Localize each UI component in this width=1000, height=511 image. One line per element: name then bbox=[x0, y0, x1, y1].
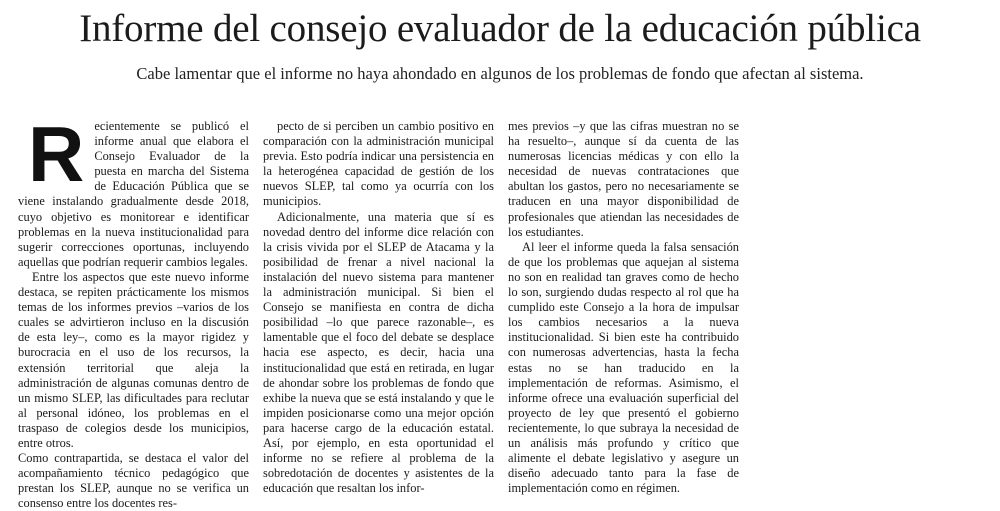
paragraph-5: Adicionalmente, una materia que sí es novedad dentro del informe dice relación con la crisis vivida por el SLEP de Atacama y la posibilidad de frenar a nivel nacional la instalación del nuevo sistema para mantener la administración municipal. Si bien el Consejo se manifiesta en contra de dicha posibilidad –lo que parece razonable–, es lamentable que el foco del debate se desplace hacia ese aspecto, es decir, hacia una institucionalidad que está en retirada, en lugar de ahondar sobre los problemas de fondo que exhibe la nueva que se está instalando y que le impiden posicionarse como una mejor opción para hacerse cargo de la educación estatal. Así, por ejemplo, en esta oportunidad el informe no se refiere al problema de la sobredotación de docentes y asistentes de la educación que resaltan los infor- bbox=[263, 209, 494, 496]
paragraph-4: pecto de si perciben un cambio positivo en comparación con la administración municipal previa. Esto podría indicar una persistencia en la heterogénea capacidad de gestión de los nuevos SLEP, tal como ya ocurría con los municipios. bbox=[263, 119, 494, 209]
paragraph-1 bbox=[18, 110, 249, 270]
article-body bbox=[18, 110, 984, 511]
paragraph-7: Al leer el informe queda la falsa sensación de que los problemas que aquejan al sistema no son en realidad tan graves como de hecho lo son, surgiendo dudas respecto al rol que ha cumplido este Consejo a la hora de impulsar los cambios necesarios a la nueva institucionalidad. Si bien este ha contribuido con numerosas advertencias, hasta la fecha estas no se han traducido en la implementación de reformas. Asimismo, el informe ofrece una evaluación superficial del proyecto de ley que presentó el gobierno recientemente, lo que subraya la necesidad de un análisis más profundo y crítico que alimente el debate legislativo y asegure un diseño adecuado tanto para la fase de implementación como en régimen. bbox=[508, 239, 739, 496]
drop-cap: R bbox=[28, 110, 85, 198]
column-3 bbox=[508, 119, 739, 496]
paragraph-2: Entre los aspectos que este nuevo informe destaca, se repiten prácticamente los mismos temas de los informes previos –varios de los cuales se advirtieron incluso en la discusión de esta ley–, como es la mayor rigidez y burocracia en el uso de los recursos, la extensión territorial que aleja la administración de algunas comunas dentro de un mismo SLEP, las dificultades para reclutar al personal idóneo, los problemas en el traspaso de colegios desde los municipios, entre otros. bbox=[18, 269, 249, 450]
subhead: Cabe lamentar que el informe no haya ahondado en algunos de los problemas de fondo que afectan al sistema. bbox=[136, 64, 864, 83]
paragraph-3: Como contrapartida, se destaca el valor del acompañamiento técnico pedagógico que prestan los SLEP, aunque no se verifica un consenso entre los docentes res- bbox=[18, 451, 249, 511]
paragraph-1-text: ecientemente se publicó el informe anual que elabora el Consejo Evaluador de la puesta en marcha del Sistema de Educación Pública que se viene instalando gradualmente desde 2018, cuyo objetivo es monitorear e identificar problemas en la nueva institucionalidad para sugerir correcciones oportunas, incluyendo aquellas que podrían requerir cambios legales. bbox=[18, 119, 249, 269]
column-1 bbox=[18, 110, 249, 511]
paragraph-6: mes previos –y que las cifras muestran no se ha resuelto–, aunque sí da cuenta de las numerosas licencias médicas y con ello la necesidad de nuevas contrataciones que abultan los gastos, pero no necesariamente se traducen en una mayor disponibilidad de profesionales que atiendan las necesidades de los estudiantes. bbox=[508, 119, 739, 239]
headline: Informe del consejo evaluador de la educación pública bbox=[79, 7, 921, 50]
column-2 bbox=[263, 119, 494, 496]
